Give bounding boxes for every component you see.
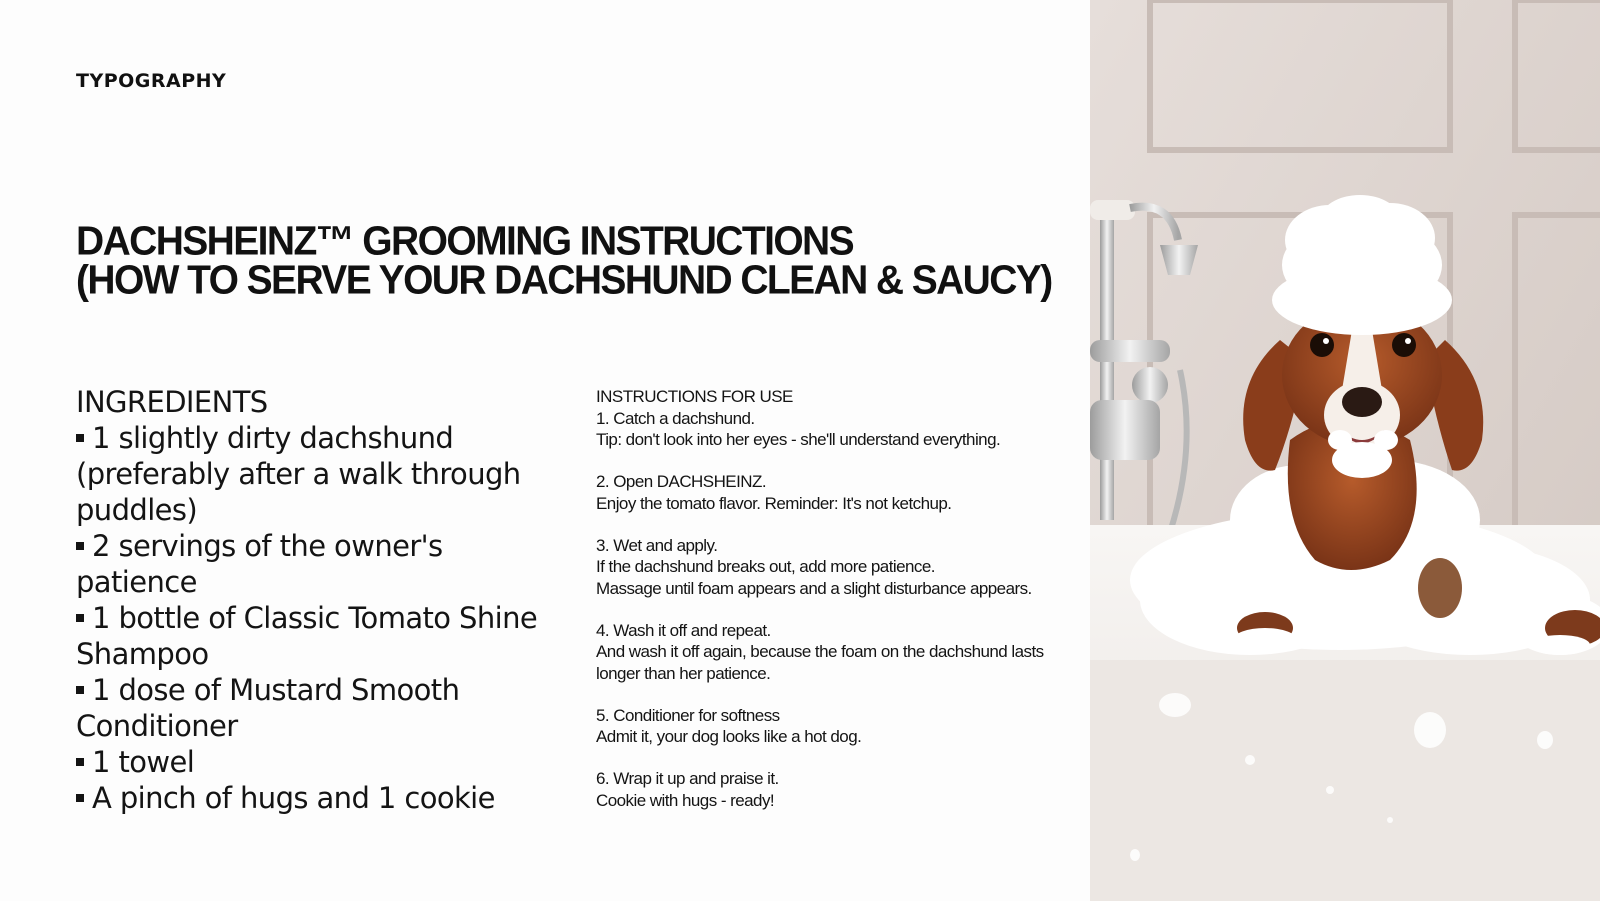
dachshund-bath-photo — [1090, 0, 1600, 901]
step-text: Massage until foam appears and a slight disturbance appears. — [596, 578, 1032, 598]
dachshund-bath-illustration — [1090, 0, 1600, 901]
step-text: Enjoy the tomato flavor. Reminder: It's not ketchup. — [596, 493, 952, 513]
instruction-step-2 — [596, 471, 1066, 514]
step-text: Tip: don't look into her eyes - she'll understand everything. — [596, 430, 1001, 449]
step-heading: 5. Conditioner for softness — [596, 705, 780, 725]
ingredients-title: INGREDIENTS — [76, 385, 268, 419]
step-text: Admit it, your dog looks like a hot dog. — [596, 727, 862, 746]
ingredient-item: A pinch of hugs and 1 cookie — [76, 780, 556, 816]
ingredient-item: 1 dose of Mustard Smooth Conditioner — [76, 672, 556, 744]
instructions-title: INSTRUCTIONS FOR USE — [596, 387, 793, 406]
step-heading: 6. Wrap it up and praise it. — [596, 769, 779, 788]
dog-eye-left — [1310, 333, 1334, 357]
step-text: Cookie with hugs - ready! — [596, 790, 775, 810]
instruction-step-3 — [596, 535, 1066, 600]
ingredient-item: 1 towel — [76, 744, 556, 780]
ingredients-list — [76, 384, 556, 816]
ingredient-item: 1 slightly dirty dachshund (preferably after a walk through puddles) — [76, 420, 556, 528]
dog-nose — [1342, 387, 1382, 417]
page-title — [76, 218, 1066, 303]
title-line-2: (HOW TO SERVE YOUR DACHSHUND CLEAN & SAUCY) — [76, 257, 1052, 303]
step-text: If the dachshund breaks out, add more patience. — [596, 557, 935, 576]
ingredient-item: 1 bottle of Classic Tomato Shine Shampoo — [76, 600, 556, 672]
step-heading: 3. Wet and apply. — [596, 535, 718, 555]
step-text: And wash it off again, because the foam on the dachshund lasts longer than her patience. — [596, 642, 1044, 683]
step-heading: 4. Wash it off and repeat. — [596, 620, 771, 640]
section-label: TYPOGRAPHY — [76, 70, 227, 92]
ingredient-item: 2 servings of the owner's patience — [76, 528, 556, 600]
instructions-list — [596, 386, 1066, 832]
dog-eye-right — [1392, 333, 1416, 357]
step-heading: 2. Open DACHSHEINZ. — [596, 472, 766, 491]
step-heading: 1. Catch a dachshund. — [596, 408, 755, 428]
title-line-1: DACHSHEINZ™ GROOMING INSTRUCTIONS — [76, 218, 854, 264]
instruction-step-1 — [596, 408, 1066, 451]
instruction-step-6 — [596, 768, 1066, 811]
instruction-step-5 — [596, 705, 1066, 748]
instruction-step-4 — [596, 620, 1066, 685]
